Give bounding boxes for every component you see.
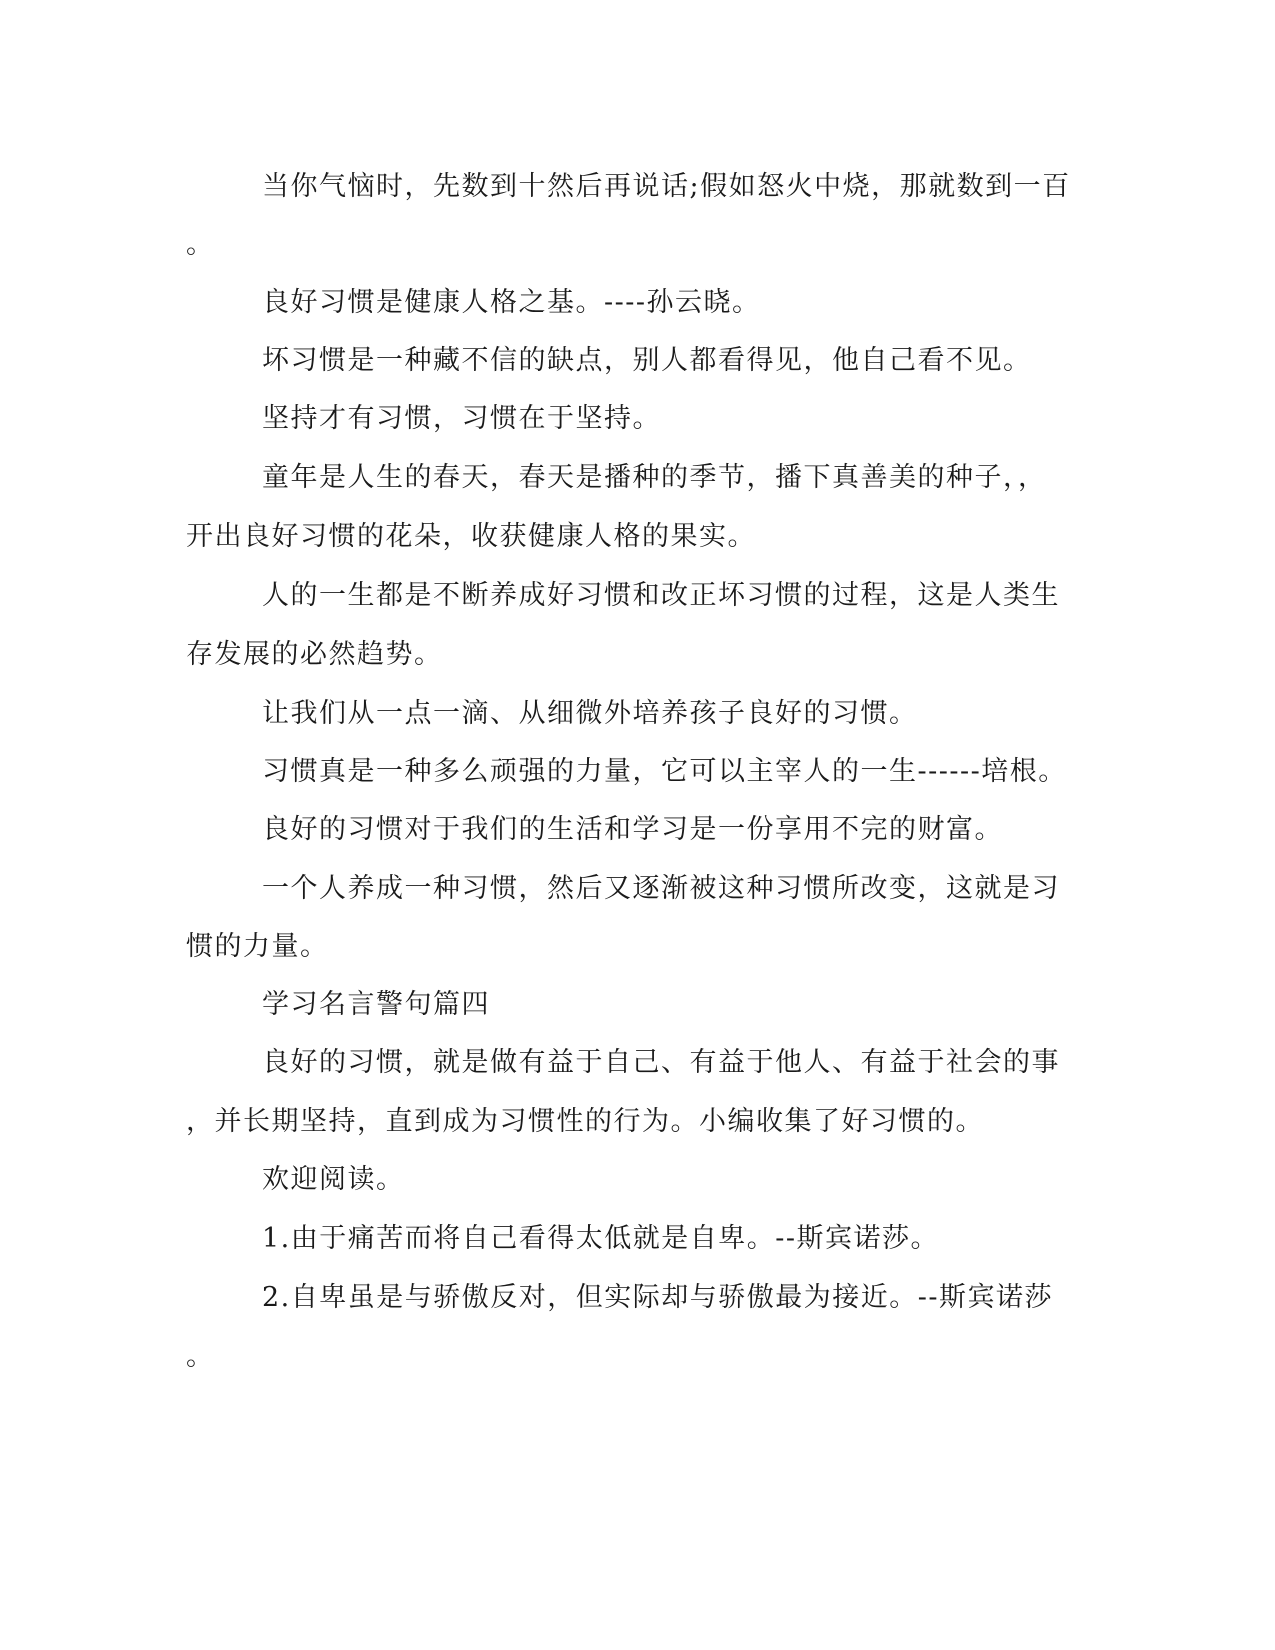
text-line: 。 — [186, 1341, 215, 1372]
text-line: ，并长期坚持，直到成为习惯性的行为。小编收集了好习惯的。 — [186, 1106, 984, 1137]
text-line: 1.由于痛苦而将自己看得太低就是自卑。--斯宾诺莎。 — [262, 1223, 940, 1254]
text-line: 。 — [186, 229, 215, 260]
text-line: 开出良好习惯的花朵，收获健康人格的果实。 — [186, 521, 756, 552]
text-line: 存发展的必然趋势。 — [186, 639, 443, 670]
text-line: 当你气恼时，先数到十然后再说话;假如怒火中烧，那就数到一百 — [262, 171, 1071, 202]
text-line: 童年是人生的春天，春天是播种的季节，播下真善美的种子，， — [262, 462, 1047, 493]
section-heading: 学习名言警句篇四 — [262, 989, 490, 1020]
text-line: 人的一生都是不断养成好习惯和改正坏习惯的过程，这是人类生 — [262, 580, 1060, 611]
text-line: 一个人养成一种习惯，然后又逐渐被这种习惯所改变，这就是习 — [262, 873, 1060, 904]
text-line: 坚持才有习惯，习惯在于坚持。 — [262, 403, 661, 434]
text-line: 2.自卑虽是与骄傲反对，但实际却与骄傲最为接近。--斯宾诺莎 — [262, 1282, 1054, 1313]
text-line: 良好的习惯对于我们的生活和学习是一份享用不完的财富。 — [262, 814, 1003, 845]
text-line: 良好的习惯，就是做有益于自己、有益于他人、有益于社会的事 — [262, 1047, 1060, 1078]
text-line: 坏习惯是一种藏不信的缺点，别人都看得见，他自己看不见。 — [262, 345, 1032, 376]
text-line: 习惯真是一种多么顽强的力量，它可以主宰人的一生------培根。 — [262, 756, 1067, 787]
text-line: 让我们从一点一滴、从细微外培养孩子良好的习惯。 — [262, 698, 918, 729]
text-line: 良好习惯是健康人格之基。----孙云晓。 — [262, 287, 761, 318]
text-line: 惯的力量。 — [186, 931, 329, 962]
text-line: 欢迎阅读。 — [262, 1164, 405, 1195]
